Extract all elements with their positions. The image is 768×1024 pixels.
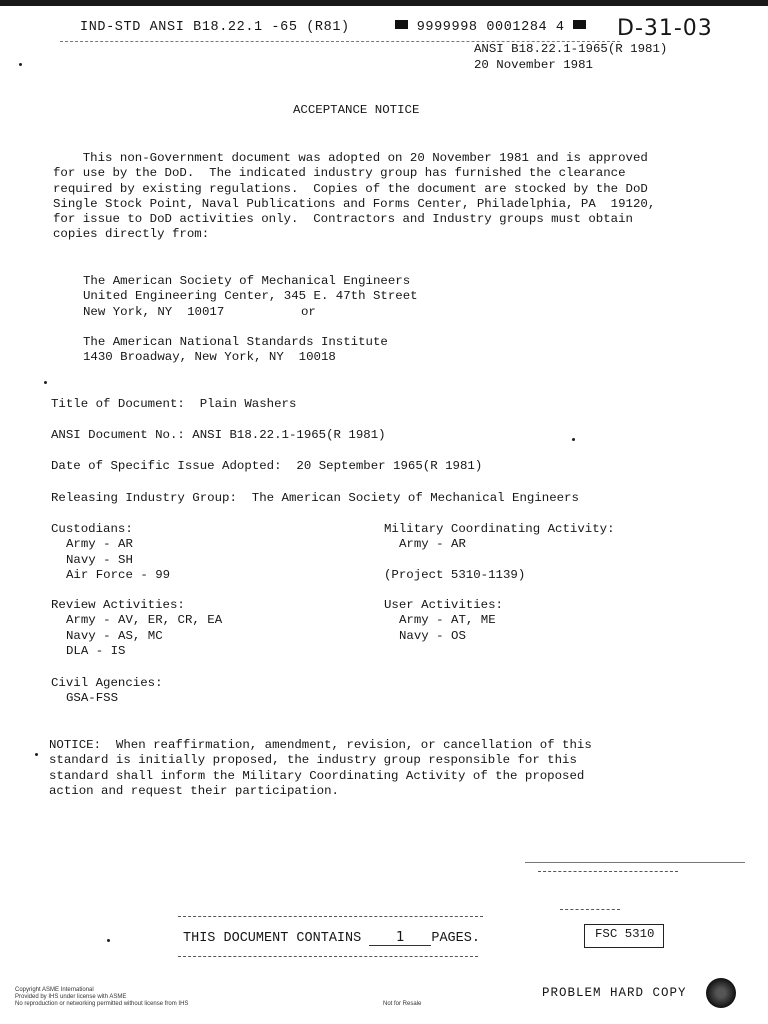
review-block bbox=[51, 598, 222, 659]
catalog-code: 9999998 0001284 4 bbox=[416, 20, 565, 35]
asme-address bbox=[83, 274, 418, 320]
contains-prefix: THIS DOCUMENT CONTAINS bbox=[183, 931, 362, 946]
section-heading: Custodians: bbox=[51, 522, 133, 536]
doc-date: 20 November 1981 bbox=[474, 58, 593, 72]
text-line: action and request their participation. bbox=[49, 783, 339, 798]
scan-speck bbox=[44, 381, 47, 384]
scan-speck bbox=[107, 939, 110, 942]
not-for-resale: Not for Resale bbox=[383, 1001, 422, 1007]
text-line: for use by the DoD. The indicated industry group has furnished the clearance bbox=[53, 166, 626, 181]
section-heading: Review Activities: bbox=[51, 598, 185, 612]
text-line: NOTICE: When reaffirmation, amendment, revision, or cancellation of this bbox=[49, 738, 592, 752]
list-item: Army - AT, ME bbox=[399, 613, 496, 628]
section-heading: Military Coordinating Activity: bbox=[384, 522, 615, 536]
list-item: Navy - SH bbox=[66, 552, 133, 567]
list-item: Army - AR bbox=[66, 537, 133, 552]
fsc-code: FSC 5310 bbox=[595, 927, 655, 941]
user-block bbox=[384, 598, 503, 644]
group-field bbox=[51, 491, 579, 506]
footer-dashed-rule bbox=[178, 916, 483, 917]
footer-dashed-rule bbox=[178, 956, 478, 957]
address-line: United Engineering Center, 345 E. 47th Street bbox=[83, 289, 418, 304]
title-field bbox=[51, 397, 296, 412]
list-item: Navy - AS, MC bbox=[66, 628, 163, 643]
address-line: The American Society of Mechanical Engineers bbox=[83, 274, 411, 288]
address-line: The American National Standards Institute bbox=[83, 335, 388, 349]
list-item: Navy - OS bbox=[399, 628, 466, 643]
fsc-box bbox=[584, 924, 664, 948]
text-line: copies directly from: bbox=[53, 227, 210, 242]
page-count-line bbox=[183, 930, 480, 946]
list-item: Army - AR bbox=[399, 537, 466, 552]
standard-id: IND-STD ANSI B18.22.1 -65 (R81) bbox=[80, 20, 350, 35]
field-value: Plain Washers bbox=[199, 397, 297, 411]
handwritten-reference: D-31-03 bbox=[617, 16, 713, 41]
black-square-icon bbox=[395, 20, 408, 29]
section-heading: Civil Agencies: bbox=[51, 676, 163, 690]
copyright-block bbox=[15, 987, 188, 1008]
doc-reference: ANSI B18.22.1-1965(R 1981) bbox=[474, 42, 668, 56]
copyright-line: No reproduction or networking permitted without license from IHS bbox=[15, 1001, 189, 1007]
military-coord-block bbox=[384, 522, 615, 553]
copyright-line: Copyright ASME International bbox=[15, 987, 94, 993]
black-square-icon bbox=[573, 20, 586, 29]
page-count: 1 bbox=[369, 930, 431, 946]
docno-field bbox=[51, 428, 386, 443]
or-connector: or bbox=[301, 305, 316, 319]
text-line: This non-Government document was adopted on 20 November 1981 and is approved bbox=[53, 151, 648, 165]
problem-hard-copy: PROBLEM HARD COPY bbox=[542, 986, 687, 1000]
text-line: standard shall inform the Military Coordinating Activity of the proposed bbox=[49, 768, 585, 783]
scan-rule bbox=[538, 871, 678, 872]
scan-top-bar bbox=[0, 0, 768, 6]
field-label: Releasing Industry Group: bbox=[51, 491, 237, 505]
list-item: GSA-FSS bbox=[66, 691, 119, 706]
scan-rule bbox=[525, 862, 745, 863]
scan-speck bbox=[572, 438, 575, 441]
custodians-block bbox=[51, 522, 170, 583]
address-line: 1430 Broadway, New York, NY 10018 bbox=[83, 350, 336, 365]
contains-suffix: PAGES. bbox=[431, 931, 480, 946]
text-line: for issue to DoD activities only. Contractors and Industry groups must obtain bbox=[53, 212, 633, 227]
field-value: The American Society of Mechanical Engineers bbox=[251, 491, 579, 505]
list-item: Army - AV, ER, CR, EA bbox=[66, 613, 223, 628]
field-label: Title of Document: bbox=[51, 397, 185, 411]
page-title: ACCEPTANCE NOTICE bbox=[293, 103, 420, 117]
field-label: ANSI Document No.: bbox=[51, 428, 185, 442]
field-value: ANSI B18.22.1-1965(R 1981) bbox=[192, 428, 386, 442]
list-item: Air Force - 99 bbox=[66, 567, 171, 582]
intro-paragraph bbox=[53, 151, 655, 243]
date-field bbox=[51, 459, 482, 474]
catalog-code-block bbox=[395, 20, 586, 35]
field-value: 20 September 1965(R 1981) bbox=[296, 459, 483, 473]
section-heading: User Activities: bbox=[384, 598, 503, 612]
project-number: (Project 5310-1139) bbox=[384, 568, 526, 582]
list-item: DLA - IS bbox=[66, 643, 126, 658]
civil-block bbox=[51, 676, 163, 707]
text-line: standard is initially proposed, the industry group responsible for this bbox=[49, 753, 577, 768]
stamp-icon bbox=[706, 978, 736, 1008]
scan-speck bbox=[35, 753, 38, 756]
address-line: New York, NY 10017 bbox=[83, 304, 225, 319]
copyright-line: Provided by IHS under license with ASME bbox=[15, 994, 127, 1000]
notice-paragraph bbox=[49, 738, 592, 799]
ansi-address bbox=[83, 335, 388, 366]
text-line: Single Stock Point, Naval Publications and Forms Center, Philadelphia, PA 19120, bbox=[53, 196, 656, 211]
field-label: Date of Specific Issue Adopted: bbox=[51, 459, 282, 473]
text-line: required by existing regulations. Copies of the document are stocked by the DoD bbox=[53, 181, 648, 196]
scan-speck bbox=[19, 63, 22, 66]
scan-rule bbox=[560, 909, 620, 910]
